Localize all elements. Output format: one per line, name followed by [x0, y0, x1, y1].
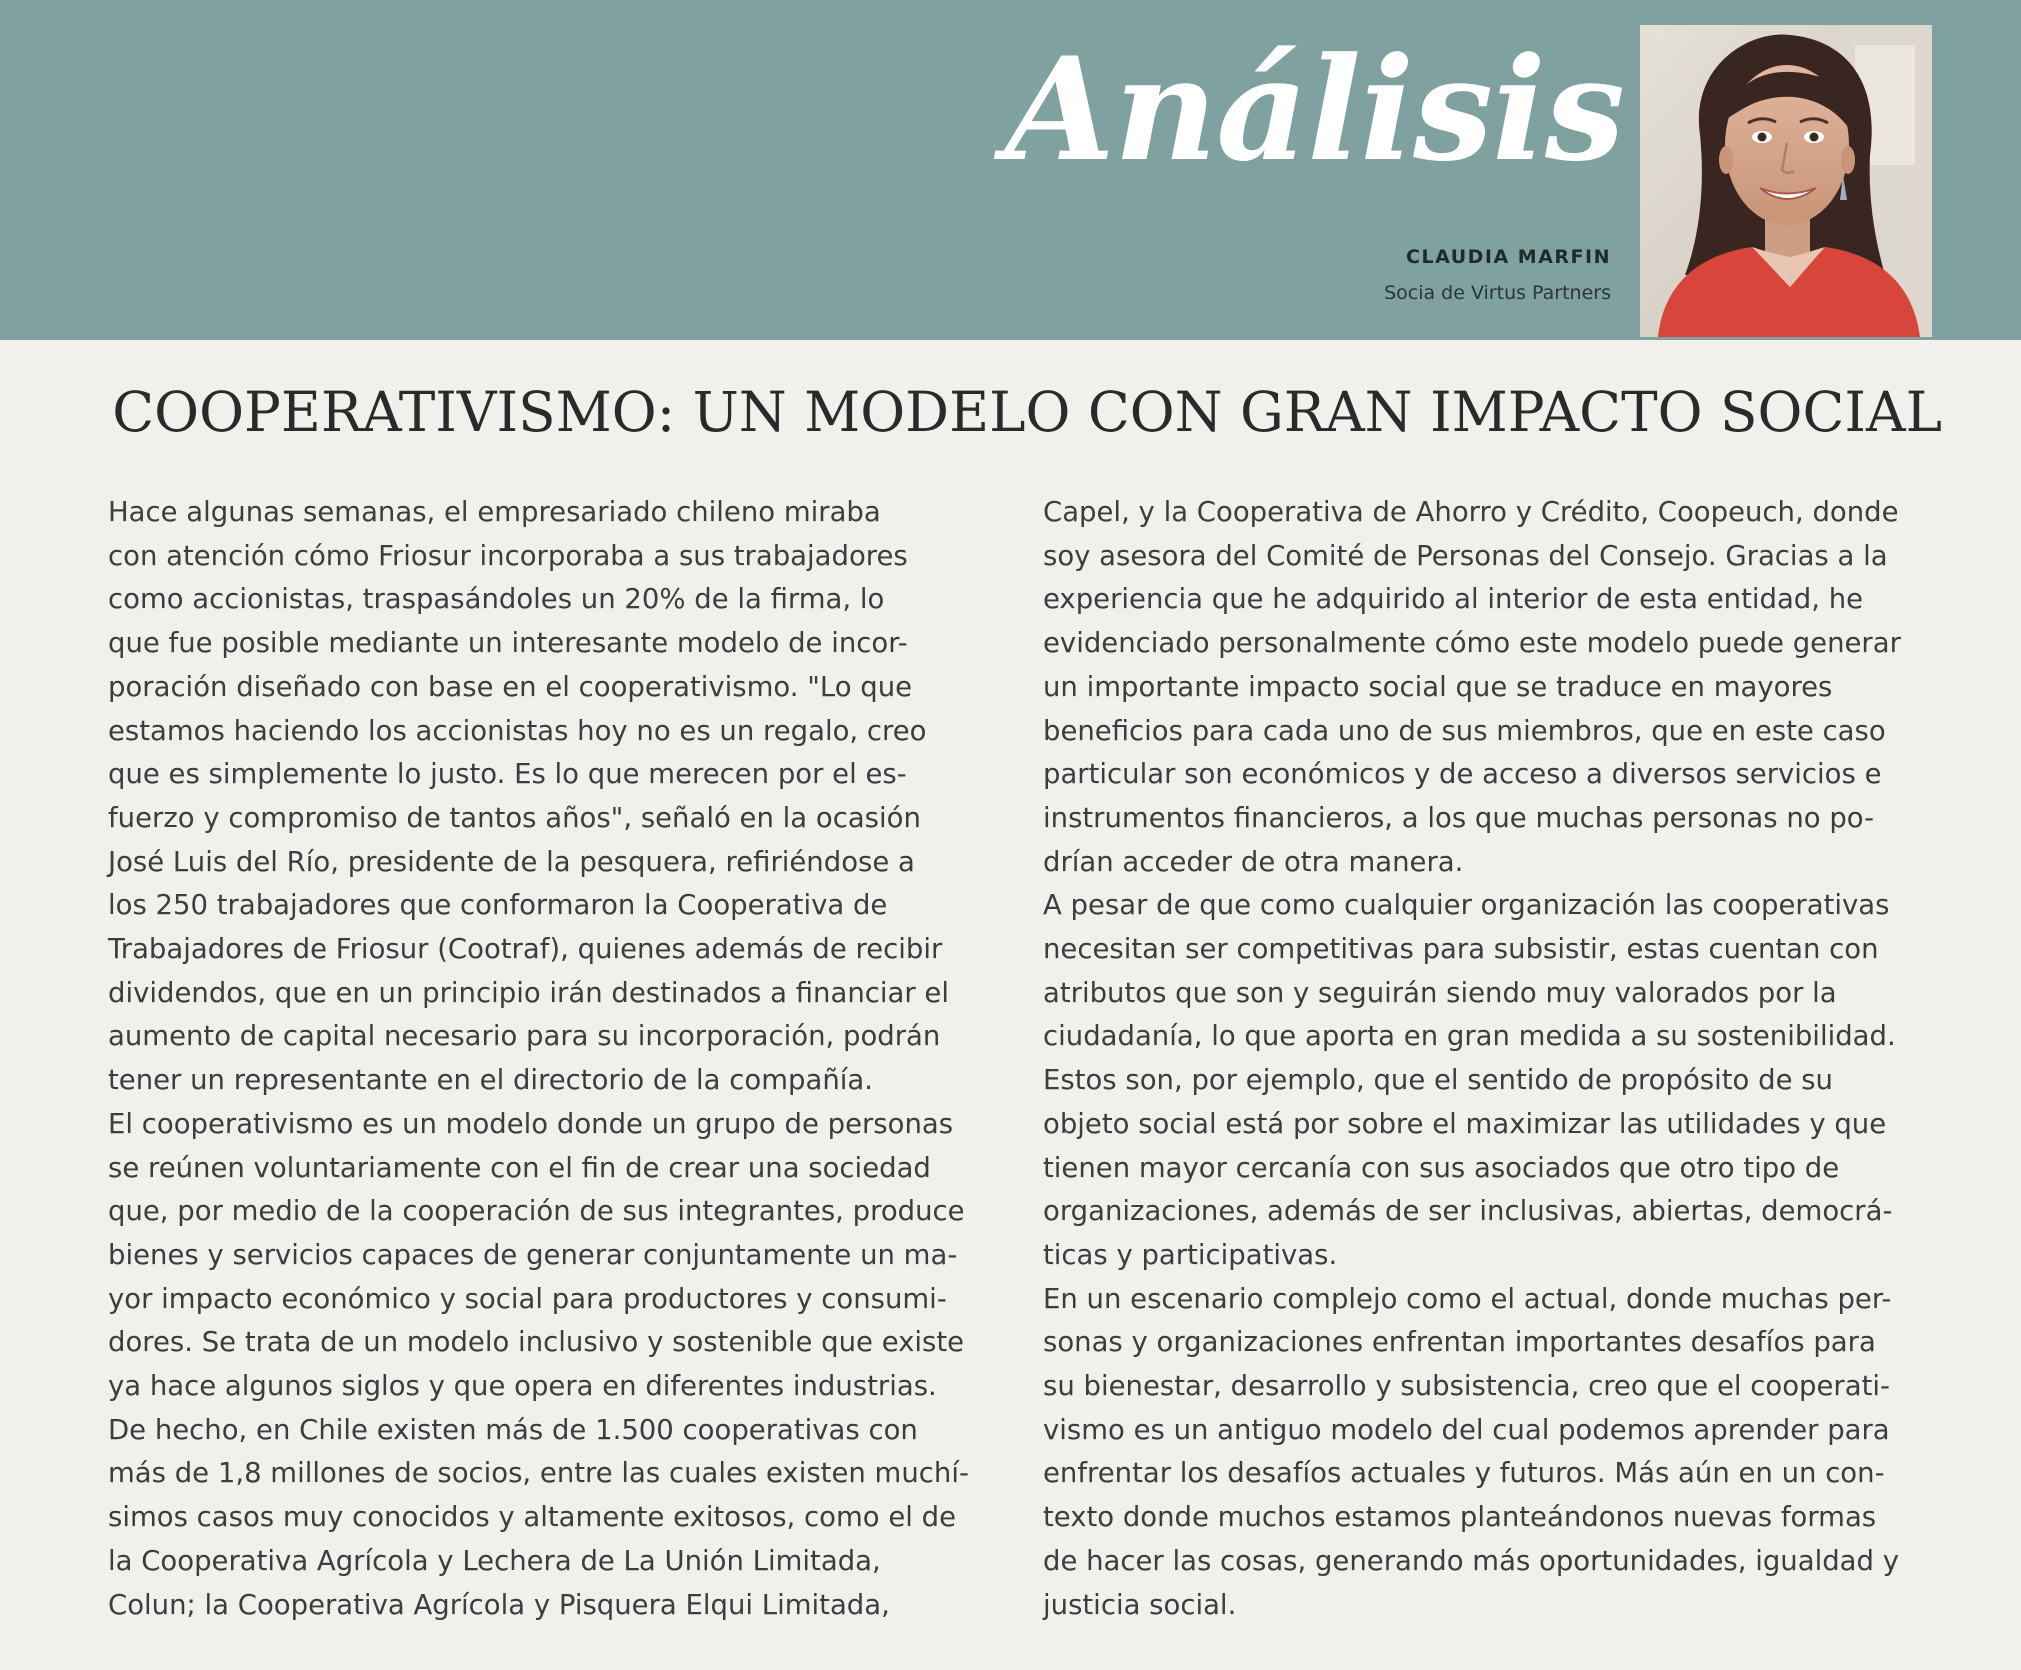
body-text-line: particular son económicos y de acceso a diversos servicios e — [1043, 758, 1882, 791]
body-text-line: de hacer las cosas, generando más oportunidades, igualdad y — [1043, 1544, 1900, 1577]
body-text-line: sonas y organizaciones enfrentan importantes desafíos para — [1043, 1326, 1876, 1359]
body-text-line: tener un representante en el directorio de la compañía. — [108, 1064, 873, 1097]
body-text-line: aumento de capital necesario para su incorporación, podrán — [108, 1020, 941, 1053]
body-text-line: Trabajadores de Friosur (Cootraf), quienes además de recibir — [108, 933, 943, 966]
body-text-line: experiencia que he adquirido al interior de esta entidad, he — [1043, 583, 1864, 616]
body-text-line: texto donde muchos estamos planteándonos nuevas formas — [1043, 1501, 1877, 1534]
body-text-line: los 250 trabajadores que conformaron la Cooperativa de — [108, 889, 888, 922]
body-text-line: más de 1,8 millones de socios, entre las cuales existen muchí- — [108, 1457, 969, 1490]
body-text-line: dores. Se trata de un modelo inclusivo y sostenible que existe — [108, 1326, 965, 1359]
body-text-line: la Cooperativa Agrícola y Lechera de La Unión Limitada, — [108, 1544, 881, 1577]
body-text-line: que es simplemente lo justo. Es lo que merecen por el es- — [108, 758, 907, 791]
article-headline: COOPERATIVISMO: UN MODELO CON GRAN IMPACTO SOCIAL — [112, 380, 1942, 444]
body-text-line: como accionistas, traspasándoles un 20% de la firma, lo — [108, 583, 885, 616]
body-text-line: soy asesora del Comité de Personas del Consejo. Gracias a la — [1043, 539, 1888, 572]
body-text-line: dividendos, que en un principio irán destinados a financiar el — [108, 976, 949, 1009]
article-column-right — [1043, 491, 1938, 1627]
body-text-line: De hecho, en Chile existen más de 1.500 cooperativas con — [108, 1413, 918, 1446]
body-text-line: un importante impacto social que se traduce en mayores — [1043, 670, 1833, 703]
body-text-line: estamos haciendo los accionistas hoy no es un regalo, creo — [108, 714, 927, 747]
body-text-line: con atención cómo Friosur incorporaba a sus trabajadores — [108, 539, 908, 572]
body-text-line: Capel, y la Cooperativa de Ahorro y Crédito, Coopeuch, donde — [1043, 496, 1899, 528]
body-text-line: su bienestar, desarrollo y subsistencia, creo que el cooperati- — [1043, 1370, 1890, 1403]
body-text-line: ya hace algunos siglos y que opera en diferentes industrias. — [108, 1370, 937, 1403]
author-name: CLAUDIA MARFIN — [1406, 246, 1611, 268]
body-text-line: atributos que son y seguirán siendo muy valorados por la — [1043, 976, 1837, 1009]
body-text-line: En un escenario complejo como el actual, donde muchas per- — [1043, 1282, 1892, 1315]
body-text-line: drían acceder de otra manera. — [1043, 845, 1464, 878]
body-text-line: se reúnen voluntariamente con el fin de crear una sociedad — [108, 1151, 931, 1184]
body-text-line: ciudadanía, lo que aporta en gran medida a su sostenibilidad. — [1043, 1020, 1896, 1053]
author-role: Socia de Virtus Partners — [1384, 282, 1611, 304]
body-text-line: Estos son, por ejemplo, que el sentido de propósito de su — [1043, 1064, 1833, 1097]
body-text-line: yor impacto económico y social para productores y consumi- — [108, 1282, 947, 1315]
body-text-line: tienen mayor cercanía con sus asociados que otro tipo de — [1043, 1151, 1840, 1184]
section-title: Análisis — [1004, 27, 1624, 193]
portrait-illustration — [1640, 25, 1932, 337]
body-text-line: A pesar de que como cualquier organización las cooperativas — [1043, 889, 1890, 922]
body-text-line: El cooperativismo es un modelo donde un grupo de personas — [108, 1107, 954, 1140]
body-text-line: ticas y participativas. — [1043, 1238, 1338, 1271]
body-text-line: bienes y servicios capaces de generar conjuntamente un ma- — [108, 1238, 958, 1271]
body-text-line: vismo es un antiguo modelo del cual podemos aprender para — [1043, 1413, 1890, 1446]
body-text-line: necesitan ser competitivas para subsistir, estas cuentan con — [1043, 933, 1879, 966]
body-text-line: objeto social está por sobre el maximizar las utilidades y que — [1043, 1107, 1887, 1140]
body-text-line: evidenciado personalmente cómo este modelo puede generar — [1043, 627, 1901, 660]
body-text-line: Colun; la Cooperativa Agrícola y Pisquera Elqui Limitada, — [108, 1588, 890, 1621]
body-text-line: beneficios para cada uno de sus miembros, que en este caso — [1043, 714, 1886, 747]
body-text-line: instrumentos financieros, a los que muchas personas no po- — [1043, 801, 1875, 834]
body-text-line: José Luis del Río, presidente de la pesquera, refiriéndose a — [108, 845, 915, 878]
body-text-line: poración diseñado con base en el cooperativismo. "Lo que — [108, 670, 913, 703]
article-column-left — [108, 491, 993, 1627]
body-text-line: organizaciones, además de ser inclusivas, abiertas, democrá- — [1043, 1195, 1893, 1228]
body-text-line: Hace algunas semanas, el empresariado chileno miraba — [108, 496, 881, 528]
body-text-line: justicia social. — [1043, 1588, 1237, 1621]
body-text-line: enfrentar los desafíos actuales y futuros. Más aún en un con- — [1043, 1457, 1885, 1490]
body-text-line: simos casos muy conocidos y altamente exitosos, como el de — [108, 1501, 957, 1534]
section-banner — [0, 0, 2021, 340]
body-text-line: que fue posible mediante un interesante modelo de incor- — [108, 627, 908, 660]
author-portrait — [1640, 25, 1932, 337]
body-text-line: que, por medio de la cooperación de sus integrantes, produce — [108, 1195, 965, 1228]
body-text-line: fuerzo y compromiso de tantos años", señaló en la ocasión — [108, 801, 921, 834]
